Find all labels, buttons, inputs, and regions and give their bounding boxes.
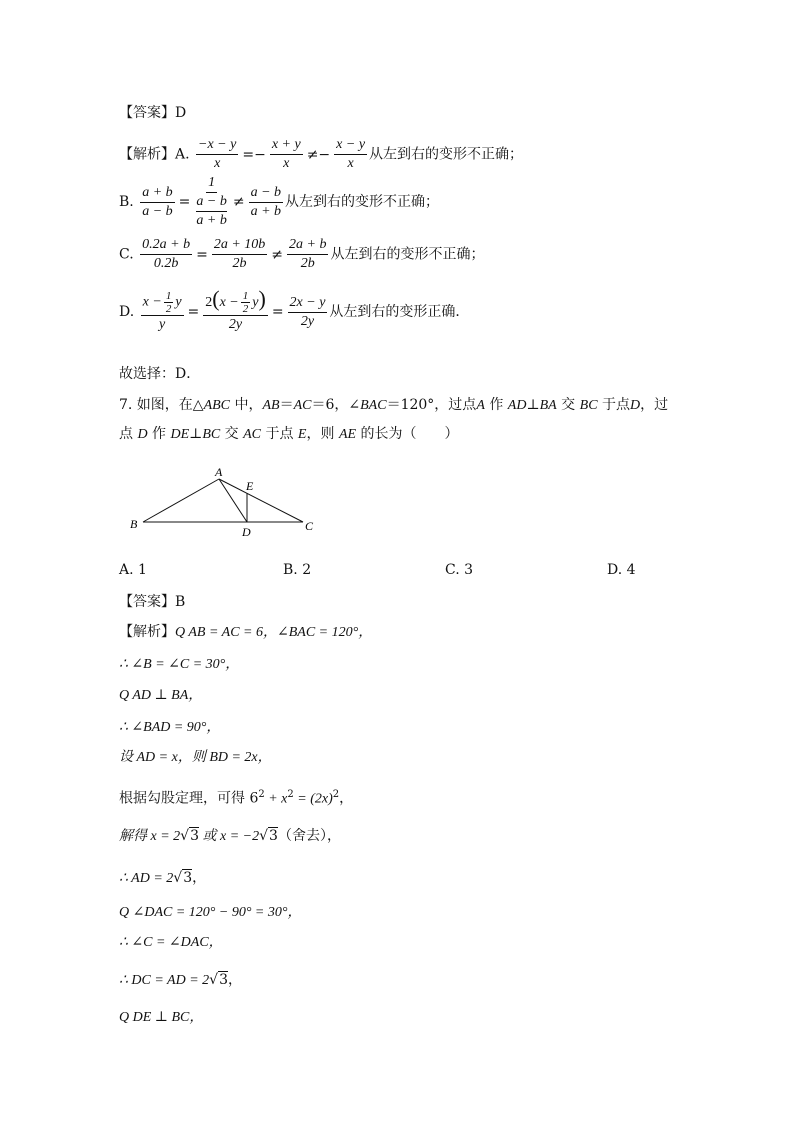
q-math: AC	[293, 398, 312, 413]
step-text: ，	[339, 790, 354, 807]
q-math: D	[629, 398, 641, 413]
answer-value: B	[175, 594, 186, 610]
option-prefix: B.	[119, 194, 134, 210]
step-text: （舍去），	[277, 828, 341, 844]
numerator: 0.2a + b	[140, 236, 192, 255]
q-math: BAC	[360, 398, 387, 413]
denominator: x	[214, 156, 221, 171]
q-math: AC	[243, 427, 262, 442]
sqrt-icon: √	[209, 972, 219, 988]
fraction	[203, 286, 268, 334]
option-comment: 从左到右的变形正确．	[329, 304, 470, 321]
triangle-figure	[125, 462, 325, 542]
answer-line-2	[119, 592, 185, 612]
analysis-2-step-7	[119, 826, 341, 847]
numerator: 2(x − $\frac{1}{2}$ y)	[205, 286, 266, 316]
inner-denominator: a + b	[196, 213, 227, 228]
analysis-2-step-11	[119, 970, 242, 991]
label-e: E	[246, 479, 254, 493]
denominator: y	[158, 317, 166, 333]
half-fraction	[164, 290, 174, 315]
option-prefix: C.	[119, 246, 134, 263]
answer-label: 【答案】	[119, 594, 175, 610]
answer-value: D	[175, 105, 187, 121]
q-math: A	[476, 398, 485, 413]
segment-ad	[219, 479, 247, 522]
numerator-part: x −	[142, 294, 162, 310]
operator: =−	[242, 146, 266, 163]
fraction	[140, 184, 174, 221]
step-text: 或 x = −2	[199, 829, 260, 844]
step-text: + x	[264, 791, 288, 807]
q-text: 点	[119, 426, 138, 442]
numerator: x − y	[334, 136, 367, 155]
choice-b: B. 2	[283, 562, 312, 578]
analysis-2-step-6	[119, 785, 353, 810]
q-text: 的长为（ ）	[356, 426, 459, 442]
analysis-option-a	[119, 136, 523, 173]
fraction	[140, 236, 192, 273]
q-text: ⊥	[189, 426, 203, 442]
analysis-2-step-12: Q DE ⊥ BC，	[119, 1010, 204, 1025]
analysis-2-step-8	[119, 868, 206, 889]
fraction	[287, 236, 328, 273]
q-text: ，过	[640, 397, 669, 413]
segment-ac	[219, 479, 303, 522]
denominator: 0.2b	[153, 256, 179, 271]
denominator: 2b	[232, 256, 247, 271]
numerator: 2a + b	[287, 236, 328, 255]
choice-a: A. 1	[119, 562, 147, 578]
label-a: A	[215, 465, 223, 479]
q-math: E	[297, 427, 307, 442]
step-text: = (2x)	[293, 791, 333, 807]
option-prefix: D.	[119, 304, 135, 321]
conclusion-line: 故选择：D．	[119, 366, 201, 382]
step-text: ，	[228, 972, 243, 988]
numerator: −x − y	[196, 136, 238, 155]
q-math: BC	[579, 398, 598, 413]
segment-ba	[143, 479, 219, 522]
analysis-label: 【解析】	[119, 146, 175, 163]
denominator	[194, 193, 228, 230]
step-text: 解得 x = 2	[119, 829, 181, 844]
q-text: ，则	[306, 426, 339, 442]
option-comment: 从左到右的变形不正确；	[285, 194, 440, 210]
choice-c: C. 3	[445, 562, 474, 578]
analysis-2-step-3: Q AD ⊥ BA，	[119, 688, 203, 703]
denominator: 2	[165, 303, 172, 316]
numerator	[141, 290, 184, 316]
q-text: ＝120°，过点	[386, 397, 477, 413]
analysis-2-step-10: ∴ ∠C = ∠DAC，	[119, 935, 223, 950]
numerator: a + b	[140, 184, 174, 203]
answer-line-1	[119, 103, 186, 123]
option-comment: 从左到右的变形不正确；	[330, 246, 485, 263]
q-math: ABC	[203, 398, 231, 413]
q-text: 作	[147, 426, 171, 442]
radicand: 3	[183, 870, 193, 886]
fraction	[249, 184, 283, 221]
superscript: 2	[332, 789, 340, 800]
numerator-part: 2	[205, 295, 213, 310]
q-text: 7. 如图，在△	[119, 397, 204, 413]
q-text: 作	[484, 397, 508, 413]
denominator: 2y	[300, 313, 315, 329]
q-text: 中，	[230, 397, 263, 413]
analysis-2-step-4: ∴ ∠BAD = 90°，	[119, 720, 221, 735]
label-d: D	[242, 525, 251, 539]
fraction	[141, 290, 184, 334]
q-math: D	[137, 427, 148, 442]
step-text: 根据勾股定理，可得 6	[119, 790, 259, 807]
sqrt-icon: √	[180, 828, 190, 844]
fraction	[288, 294, 328, 331]
denominator: x	[283, 156, 290, 171]
q-text: 于点	[261, 426, 298, 442]
denominator: 2y	[228, 317, 243, 333]
denominator: 2b	[300, 256, 315, 271]
q-math: AD	[507, 398, 527, 413]
inner-numerator: a − b	[196, 193, 226, 212]
q-text: ＝6，∠	[311, 397, 361, 413]
analysis-2-step-5: 设 AD = x，则 BD = 2x，	[119, 750, 272, 765]
numerator-part: y	[175, 294, 182, 310]
q-math: AB	[262, 398, 280, 413]
analysis-label: 【解析】	[119, 624, 175, 640]
question-7-line-1	[119, 395, 668, 416]
fraction	[212, 236, 267, 273]
sqrt-icon: √	[173, 870, 183, 886]
q-math: DE	[170, 427, 190, 442]
step-text: ∴ AD = 2	[119, 871, 174, 886]
question-7-line-2	[119, 424, 459, 445]
compound-fraction	[194, 174, 228, 230]
radicand: 3	[190, 828, 200, 844]
superscript: 2	[258, 789, 265, 800]
numerator: a − b	[249, 184, 283, 203]
analysis-2-step-9: Q ∠DAC = 120° − 90° = 30°，	[119, 905, 302, 920]
operator: ≠−	[306, 146, 331, 163]
option-comment: 从左到右的变形不正确；	[369, 146, 524, 163]
numerator: 2x − y	[288, 294, 328, 313]
q-math: AE	[338, 427, 357, 442]
half-fraction	[241, 290, 251, 315]
q-text: ＝	[279, 397, 294, 413]
q-text: 交	[220, 426, 244, 442]
denominator: a + b	[250, 203, 282, 219]
denominator: 2	[242, 303, 249, 316]
option-prefix: A.	[175, 146, 190, 163]
fraction	[196, 136, 238, 173]
analysis-2-step-1	[119, 622, 372, 643]
numerator: x + y	[270, 136, 303, 155]
analysis-2-step-2: ∴ ∠B = ∠C = 30°，	[119, 657, 240, 672]
radicand: 3	[269, 828, 278, 844]
q-text: 交	[556, 397, 580, 413]
fraction	[270, 136, 303, 173]
answer-label: 【答案】	[119, 105, 175, 121]
denominator: x	[347, 156, 354, 171]
label-c: C	[305, 519, 314, 533]
choice-d: D. 4	[607, 562, 636, 578]
analysis-option-b: B. $\frac{a + b}{a - b}$ = $\frac{1}{\frac{a - b}{a + b}}$ ≠ $\frac{a - b}{a + b}$ 从左到右的变形不正确；	[119, 175, 440, 228]
step-text: ，	[192, 870, 207, 886]
numerator: 2a + 10b	[212, 236, 267, 255]
analysis-option-c: C. $\frac{0.2a + b}{0.2b}$ = $\frac{2a + 10b}{2b}$ ≠ $\frac{2a + b}{2b}$ 从左到右的变形不正确；	[119, 237, 485, 271]
analysis-option-d: D. x − $\frac{1}{2}$ y y = 2(x − $\frac{1}{2}$ y) 2y = $\frac{2x - y}{2y}$ 从左到右的变形正确．	[119, 286, 470, 333]
q-text: 于点	[597, 397, 630, 413]
denominator: a − b	[142, 203, 173, 219]
q-math: BA	[539, 398, 557, 413]
numerator-part: x −	[219, 295, 239, 310]
numerator: 1	[242, 290, 249, 303]
fraction	[334, 136, 367, 173]
step-text: ∴ DC = AD = 2	[119, 973, 210, 988]
q-math: BC	[202, 427, 221, 442]
numerator-part: y	[252, 295, 259, 310]
q-text: ⊥	[526, 397, 540, 413]
step-text: Q AB = AC = 6，∠BAC = 120°，	[175, 625, 373, 640]
numerator: 1	[165, 290, 172, 303]
superscript: 2	[287, 789, 294, 800]
numerator: 1	[206, 174, 217, 193]
label-b: B	[130, 517, 138, 531]
radicand: 3	[219, 972, 229, 988]
sqrt-icon: √	[259, 828, 269, 844]
